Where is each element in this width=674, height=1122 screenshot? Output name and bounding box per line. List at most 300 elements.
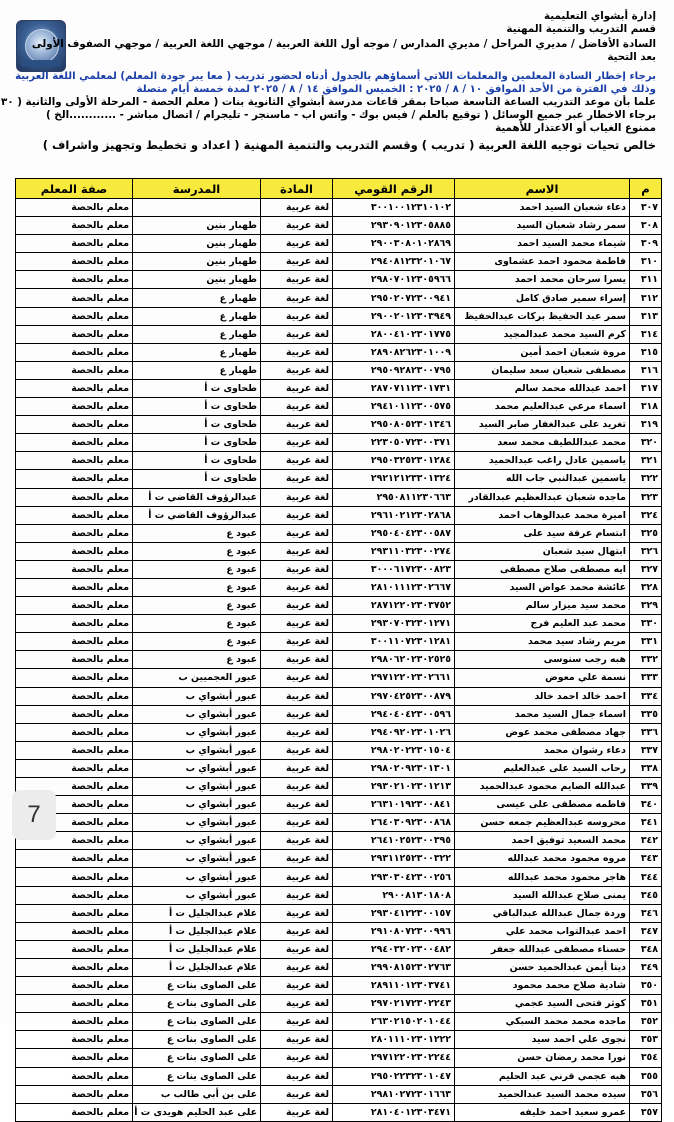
subject-cell: لغة عربية [261, 633, 333, 651]
teacher-role-cell: معلم بالحصة [16, 524, 133, 542]
teacher-role-cell: معلم بالحصة [16, 271, 133, 289]
table-row [16, 217, 662, 235]
teacher-role-cell: معلم بالحصة [16, 578, 133, 596]
greeting: بعد التحية [607, 51, 656, 63]
school-name-cell: عبور أبشواي ب [133, 687, 261, 705]
row-number-cell: ٣٢٨ [630, 578, 662, 596]
table-row [16, 470, 662, 488]
teacher-role-cell: معلم بالحصة [16, 217, 133, 235]
national-id-cell: ٢٩٧٠٢١٧٢٣٠٢٢٤٣ [333, 995, 455, 1013]
teacher-name-cell: محمد عبداللطيف محمد سعد [455, 434, 630, 452]
school-name-cell: عبور أبشواي ب [133, 868, 261, 886]
row-number-cell: ٣٤٦ [630, 904, 662, 922]
teacher-role-cell: معلم بالحصة [16, 868, 133, 886]
teacher-role-cell: معلم بالحصة [16, 343, 133, 361]
teacher-role-cell: معلم بالحصة [16, 615, 133, 633]
teacher-name-cell: تغريد على عبدالغفار صابر السيد [455, 416, 630, 434]
school-name-cell: عبود ع [133, 651, 261, 669]
school-name-cell: طحاوى ت أ [133, 434, 261, 452]
subject-cell: لغة عربية [261, 452, 333, 470]
table-row [16, 886, 662, 904]
col-header-num: م [630, 179, 662, 199]
row-number-cell: ٣٢٣ [630, 488, 662, 506]
teacher-role-cell: معلم بالحصة [16, 741, 133, 759]
teacher-role-cell: معلم بالحصة [16, 307, 133, 325]
teacher-role-cell: معلم بالحصة [16, 1049, 133, 1067]
school-name-cell: على الصاوى بنات ع [133, 995, 261, 1013]
school-name-cell: عبور أبشواي ب [133, 814, 261, 832]
school-name-cell: عبود ع [133, 542, 261, 560]
table-row [16, 199, 662, 217]
row-number-cell: ٣٣١ [630, 633, 662, 651]
teacher-role-cell: معلم بالحصة [16, 253, 133, 271]
national-id-cell: ٢٩٣٠٣٠٤٢٣٠٠٢٥٦ [333, 868, 455, 886]
school-name-cell: على الصاوى بنات ع [133, 977, 261, 995]
subject-cell: لغة عربية [261, 416, 333, 434]
row-number-cell: ٣٣٢ [630, 651, 662, 669]
teacher-role-cell: معلم بالحصة [16, 506, 133, 524]
table-row [16, 1013, 662, 1031]
row-number-cell: ٣٣٧ [630, 741, 662, 759]
row-number-cell: ٣٥٠ [630, 977, 662, 995]
teacher-role-cell: معلم بالحصة [16, 886, 133, 904]
teacher-role-cell: معلم بالحصة [16, 850, 133, 868]
teacher-name-cell: عبدالله الصايم محمود عبدالحميد [455, 778, 630, 796]
teacher-role-cell: معلم بالحصة [16, 542, 133, 560]
teacher-role-cell: معلم بالحصة [16, 705, 133, 723]
national-id-cell: ٢٩٠٠٣٠٨٠١٠٢٨٦٩ [333, 235, 455, 253]
teacher-name-cell: محمد عبد العليم فرج [455, 615, 630, 633]
table-row [16, 850, 662, 868]
teachers-table [15, 178, 662, 1122]
teacher-name-cell: محروسه عبدالعظيم جمعه حسن [455, 814, 630, 832]
teacher-name-cell: جهاد مصطفى محمد عوض [455, 723, 630, 741]
row-number-cell: ٣١٥ [630, 343, 662, 361]
table-body [16, 199, 662, 1122]
table-row [16, 904, 662, 922]
table-row [16, 578, 662, 596]
teacher-role-cell: معلم بالحصة [16, 361, 133, 379]
subject-cell: لغة عربية [261, 578, 333, 596]
national-id-cell: ٢٦٣٠٢١٥٠٢٠١٠٤٤ [333, 1013, 455, 1031]
school-name-cell: عبور أبشواي ب [133, 832, 261, 850]
national-id-cell: ٢٩٧١٢٢٠٢٣٠٢٦٦١ [333, 669, 455, 687]
notice-line-4: برجاء الاخطار عبر جميع الوسائل ( توقيع بالعلم / فيس بوك - واتس اب - ماسنجر - تليجرام / اتصال مباشر - ............الخ ) [46, 109, 656, 121]
row-number-cell: ٣٢٥ [630, 524, 662, 542]
subject-cell: لغة عربية [261, 868, 333, 886]
row-number-cell: ٣١٦ [630, 361, 662, 379]
teacher-role-cell: معلم بالحصة [16, 452, 133, 470]
national-id-cell: ٢٨٧٠٧١١٢٣٠١٧٣١ [333, 379, 455, 397]
school-name-cell: طهبار ع [133, 325, 261, 343]
school-name-cell: عبور أبشواي ب [133, 778, 261, 796]
teacher-role-cell: معلم بالحصة [16, 289, 133, 307]
subject-cell: لغة عربية [261, 687, 333, 705]
table-row [16, 560, 662, 578]
teacher-name-cell: اسماء مرعي عبدالعليم محمد [455, 398, 630, 416]
teacher-name-cell: نسمة علي معوض [455, 669, 630, 687]
national-id-cell: ٢٩٥٠٨١١٢٣٠٦٦٣ [333, 488, 455, 506]
school-name-cell: عبور أبشواي ب [133, 796, 261, 814]
page-number-badge: 7 [12, 790, 56, 840]
col-header-role: صفة المعلم [16, 179, 133, 199]
subject-cell: لغة عربية [261, 759, 333, 777]
teacher-name-cell: هبه رجب سنوسى [455, 651, 630, 669]
subject-cell: لغة عربية [261, 307, 333, 325]
teacher-role-cell: معلم بالحصة [16, 235, 133, 253]
row-number-cell: ٣٥١ [630, 995, 662, 1013]
teacher-name-cell: هاجر محمود محمد عبدالله [455, 868, 630, 886]
teacher-role-cell: معلم بالحصة [16, 470, 133, 488]
teacher-name-cell: سمر رشاد شعبان السيد [455, 217, 630, 235]
school-name-cell: طهبار ع [133, 361, 261, 379]
row-number-cell: ٣١٨ [630, 398, 662, 416]
teacher-name-cell: احمد عبدالتواب محمد علي [455, 922, 630, 940]
row-number-cell: ٣٠٩ [630, 235, 662, 253]
subject-cell: لغة عربية [261, 886, 333, 904]
subject-cell: لغة عربية [261, 235, 333, 253]
table-row [16, 778, 662, 796]
school-name-cell: على عبد الحليم هويدى ت أ [133, 1103, 261, 1121]
table-row [16, 1085, 662, 1103]
teacher-role-cell: معلم بالحصة [16, 922, 133, 940]
row-number-cell: ٣١٩ [630, 416, 662, 434]
subject-cell: لغة عربية [261, 1085, 333, 1103]
row-number-cell: ٣٤٧ [630, 922, 662, 940]
subject-cell: لغة عربية [261, 217, 333, 235]
department-name: قسم التدريب والتنمية المهنية [506, 23, 656, 35]
table-row [16, 416, 662, 434]
school-name-cell: طحاوى ت أ [133, 470, 261, 488]
directorate-name: إدارة أبشواي التعليمية [544, 10, 656, 22]
teacher-role-cell: معلم بالحصة [16, 560, 133, 578]
row-number-cell: ٣١٤ [630, 325, 662, 343]
row-number-cell: ٣٣٤ [630, 687, 662, 705]
subject-cell: لغة عربية [261, 560, 333, 578]
teacher-name-cell: حسناء مصطفى عبدالله جعفر [455, 940, 630, 958]
table-row [16, 922, 662, 940]
table-row [16, 940, 662, 958]
subject-cell: لغة عربية [261, 922, 333, 940]
notice-line-5: ممنوع الغياب أو الاعتذار للأهمية [495, 122, 656, 134]
national-id-cell: ٢٩٥٠٣٢٥٢٣٠١٢٨٤ [333, 452, 455, 470]
table-row [16, 814, 662, 832]
table-row [16, 1103, 662, 1121]
teacher-role-cell: معلم بالحصة [16, 488, 133, 506]
table-row [16, 271, 662, 289]
national-id-cell: ٢٩٣٠٢١٠٢٣٠١٢١٣ [333, 778, 455, 796]
row-number-cell: ٣٥٥ [630, 1067, 662, 1085]
subject-cell: لغة عربية [261, 379, 333, 397]
school-name-cell: طهبار بنين [133, 235, 261, 253]
teacher-name-cell: احمد خالد احمد خالد [455, 687, 630, 705]
school-name-cell: عبود ع [133, 524, 261, 542]
table-row [16, 343, 662, 361]
teacher-name-cell: يمنى صلاح عبدالله السيد [455, 886, 630, 904]
table-row [16, 506, 662, 524]
school-name-cell: عبور أبشواي ب [133, 723, 261, 741]
teacher-name-cell: احمد عبدالله محمد سالم [455, 379, 630, 397]
subject-cell: لغة عربية [261, 434, 333, 452]
teacher-name-cell: محمد سيد ميزار سالم [455, 597, 630, 615]
national-id-cell: ٢٨٠١١١٠٢٣٠١٢٢٢ [333, 1031, 455, 1049]
school-name-cell: على الصاوى بنات ع [133, 1031, 261, 1049]
national-id-cell: ٢٩٥٠٢٠٧٢٣٠٠٩٤١ [333, 289, 455, 307]
school-name-cell: على بن أبي طالب ب [133, 1085, 261, 1103]
subject-cell: لغة عربية [261, 1031, 333, 1049]
row-number-cell: ٣٤٤ [630, 868, 662, 886]
subject-cell: لغة عربية [261, 958, 333, 976]
table-row [16, 1031, 662, 1049]
row-number-cell: ٣١٧ [630, 379, 662, 397]
teacher-role-cell: معلم بالحصة [16, 778, 133, 796]
national-id-cell: ٢٩٠٠٨١٣٠١٨٠٨ [333, 886, 455, 904]
row-number-cell: ٣٣٩ [630, 778, 662, 796]
national-id-cell: ٢٩٠٠٢٠١٢٣٠٣٩٤٩ [333, 307, 455, 325]
subject-cell: لغة عربية [261, 814, 333, 832]
table-row [16, 542, 662, 560]
subject-cell: لغة عربية [261, 977, 333, 995]
subject-cell: لغة عربية [261, 289, 333, 307]
row-number-cell: ٣٢٧ [630, 560, 662, 578]
subject-cell: لغة عربية [261, 832, 333, 850]
row-number-cell: ٣٢٤ [630, 506, 662, 524]
teacher-role-cell: معلم بالحصة [16, 1031, 133, 1049]
row-number-cell: ٣٣٥ [630, 705, 662, 723]
national-id-cell: ٢٩٦١٠٢١٢٣٠٢٨٦٨ [333, 506, 455, 524]
teacher-name-cell: مروه محمود محمد عبدالله [455, 850, 630, 868]
table-row [16, 235, 662, 253]
table-row [16, 687, 662, 705]
teacher-role-cell: معلم بالحصة [16, 669, 133, 687]
teacher-name-cell: مصطفى شعبان سعد سليمان [455, 361, 630, 379]
row-number-cell: ٣٥٢ [630, 1013, 662, 1031]
teacher-name-cell: محمد السعيد توفيق احمد [455, 832, 630, 850]
subject-cell: لغة عربية [261, 271, 333, 289]
table-row [16, 741, 662, 759]
teacher-name-cell: فاطمة محمود احمد عشماوى [455, 253, 630, 271]
table-row [16, 1049, 662, 1067]
subject-cell: لغة عربية [261, 361, 333, 379]
teacher-name-cell: يسرا سرحان محمد احمد [455, 271, 630, 289]
subject-cell: لغة عربية [261, 597, 333, 615]
table-row [16, 615, 662, 633]
national-id-cell: ٣٠٠١١٠٧٢٣٠١٢٨١ [333, 633, 455, 651]
row-number-cell: ٣١١ [630, 271, 662, 289]
teacher-name-cell: عائشة محمد عواض السيد [455, 578, 630, 596]
col-header-name: الاسم [455, 179, 630, 199]
table-row [16, 253, 662, 271]
national-id-cell: ٢٩٣٠٩٠١٢٣٠٥٨٨٥ [333, 217, 455, 235]
teacher-name-cell: مريم رشاد سيد محمد [455, 633, 630, 651]
school-name-cell: طهبار ع [133, 307, 261, 325]
table-row [16, 307, 662, 325]
school-name-cell: علام عبدالجليل ت أ [133, 922, 261, 940]
school-name-cell: على الصاوى بنات ع [133, 1013, 261, 1031]
letter-header [1, 10, 656, 152]
teacher-role-cell: معلم بالحصة [16, 1085, 133, 1103]
subject-cell: لغة عربية [261, 1103, 333, 1121]
row-number-cell: ٣٤٠ [630, 796, 662, 814]
national-id-cell: ٢٨٩٠٨٢٦٢٣٠١٠٠٩ [333, 343, 455, 361]
teacher-name-cell: نورا محمد رمضان حسن [455, 1049, 630, 1067]
teacher-role-cell: معلم بالحصة [16, 995, 133, 1013]
national-id-cell: ٢٨١٠١١١٢٣٠٢٦٦٧ [333, 578, 455, 596]
teacher-role-cell: معلم بالحصة [16, 723, 133, 741]
subject-cell: لغة عربية [261, 796, 333, 814]
school-name-cell: عبور العجميين ب [133, 669, 261, 687]
national-id-cell: ٢٩١٠٨٠٧٢٣٠٠٩٩٦ [333, 922, 455, 940]
row-number-cell: ٣٥٦ [630, 1085, 662, 1103]
row-number-cell: ٣٥٤ [630, 1049, 662, 1067]
subject-cell: لغة عربية [261, 199, 333, 217]
national-id-cell: ٢٩٨١٠٢٧٢٣٠١٦٦٣ [333, 1085, 455, 1103]
teacher-role-cell: معلم بالحصة [16, 597, 133, 615]
school-name-cell: عبود ع [133, 633, 261, 651]
subject-cell: لغة عربية [261, 669, 333, 687]
national-id-cell: ٢٦٤٠٣٠٩٢٣٠٠٨٦٨ [333, 814, 455, 832]
notice-line-1: برجاء إخطار السادة المعلمين والمعلمات اللاتي أسماؤهم بالجدول أدناه لحضور تدريب ( معا يبر جودة المعلم) لمعلمي اللغة العربية [15, 71, 656, 82]
table-row [16, 669, 662, 687]
subject-cell: لغة عربية [261, 940, 333, 958]
teacher-role-cell: معلم بالحصة [16, 379, 133, 397]
teacher-name-cell: ابتهال سيد شعبان [455, 542, 630, 560]
table-row [16, 524, 662, 542]
table-row [16, 361, 662, 379]
national-id-cell: ٢٢٣٠٥٠٧٢٣٠٠٣٧١ [333, 434, 455, 452]
subject-cell: لغة عربية [261, 506, 333, 524]
teacher-name-cell: سيده محمد السيد عبدالحميد [455, 1085, 630, 1103]
teacher-name-cell: فاطمه مصطفى على عيسى [455, 796, 630, 814]
teacher-name-cell: وردة جمال عبدالله عبدالباقي [455, 904, 630, 922]
teacher-name-cell: دعاء رشوان محمد [455, 741, 630, 759]
school-name-cell: عبود ع [133, 578, 261, 596]
school-name-cell: طهبار بنين [133, 271, 261, 289]
col-header-nid: الرقم القومي [333, 179, 455, 199]
subject-cell: لغة عربية [261, 398, 333, 416]
teacher-name-cell: ماجده شعبان عبدالعظيم عبدالقادر [455, 488, 630, 506]
school-name-cell: عبود ع [133, 560, 261, 578]
teacher-name-cell: كوثر فتحى السيد عجمي [455, 995, 630, 1013]
teacher-role-cell: معلم بالحصة [16, 832, 133, 850]
table-row [16, 289, 662, 307]
table-row [16, 434, 662, 452]
row-number-cell: ٣٤٥ [630, 886, 662, 904]
subject-cell: لغة عربية [261, 542, 333, 560]
school-name-cell: طحاوى ت أ [133, 379, 261, 397]
row-number-cell: ٣٢٠ [630, 434, 662, 452]
table-row [16, 958, 662, 976]
teacher-name-cell: نجوى علي احمد سيد [455, 1031, 630, 1049]
national-id-cell: ٢٨٧١٢٢٠٢٣٠٣٧٥٢ [333, 597, 455, 615]
national-id-cell: ٢٩٣١١٠٣٢٣٠٠٢٧٤ [333, 542, 455, 560]
school-name-cell: طهبار بنين [133, 253, 261, 271]
national-id-cell: ٢٩٨٠٧٠١٢٣٠٥٩٦٦ [333, 271, 455, 289]
school-name-cell: عبور أبشواي ب [133, 850, 261, 868]
school-name-cell: طحاوى ت أ [133, 452, 261, 470]
table-row [16, 651, 662, 669]
row-number-cell: ٣٤١ [630, 814, 662, 832]
table-row [16, 379, 662, 397]
table-row [16, 1067, 662, 1085]
teacher-role-cell: معلم بالحصة [16, 759, 133, 777]
school-name-cell: عبور أبشواي ب [133, 741, 261, 759]
national-id-cell: ٢٩٥٠٢٢٣٢٣٠١٠٤٧ [333, 1067, 455, 1085]
subject-cell: لغة عربية [261, 778, 333, 796]
teacher-name-cell: إسراء سمير صادق كامل [455, 289, 630, 307]
table-row [16, 796, 662, 814]
teacher-name-cell: عمرو سعيد احمد خليفه [455, 1103, 630, 1121]
school-name-cell: عبور أبشواي ب [133, 705, 261, 723]
notice-line-2: وذلك في الفترة من الأحد الموافق ١٠ / ٨ / ٢٠٢٥ : الخميس الموافق ١٤ / ٨ / ٢٠٢٥ لمدة خمسة أيام متصلة [136, 84, 656, 95]
subject-cell: لغة عربية [261, 1049, 333, 1067]
national-id-cell: ٢٨١٠٤٠١٢٣٠٣٤٧١ [333, 1103, 455, 1121]
national-id-cell: ٢٩٤٠٣٢٠٢٣٠٠٤٨٢ [333, 940, 455, 958]
table-row [16, 633, 662, 651]
teacher-name-cell: ياسمين عبدالنبي جاب الله [455, 470, 630, 488]
teacher-role-cell: معلم بالحصة [16, 1103, 133, 1121]
teacher-name-cell: شيماء محمد السيد احمد [455, 235, 630, 253]
teacher-role-cell: معلم بالحصة [16, 651, 133, 669]
table-row [16, 977, 662, 995]
school-name-cell: طحاوى ت أ [133, 416, 261, 434]
subject-cell: لغة عربية [261, 995, 333, 1013]
row-number-cell: ٣٢٩ [630, 597, 662, 615]
school-name-cell: طحاوى ت أ [133, 398, 261, 416]
table-row [16, 705, 662, 723]
table-row [16, 868, 662, 886]
teacher-name-cell: دعاء شعبان السيد احمد [455, 199, 630, 217]
teacher-name-cell: ياسمين عادل راغب عبدالحميد [455, 452, 630, 470]
school-name-cell: طهبار بنين [133, 217, 261, 235]
national-id-cell: ٢٩٢١٢١٢٣٣٠١٣٢٤ [333, 470, 455, 488]
national-id-cell: ٢٩٥٠٨٠٥٢٣٠١٣٤٦ [333, 416, 455, 434]
national-id-cell: ٢٩٥٠٩٢٨٢٣٠٠٧٩٥ [333, 361, 455, 379]
subject-cell: لغة عربية [261, 741, 333, 759]
national-id-cell: ٢٦٤١٠٢٥٢٣٠٠٣٩٥ [333, 832, 455, 850]
table-row [16, 398, 662, 416]
national-id-cell: ٢٩٧٠٤٢٥٢٣٠٠٨٧٩ [333, 687, 455, 705]
national-id-cell: ٣٠٠١٠٠١٢٣١٠١٠٢ [333, 199, 455, 217]
teacher-role-cell: معلم بالحصة [16, 199, 133, 217]
closing-regards: خالص تحيات توجيه اللغة العربية ( تدريب ) وقسم التدريب والتنمية المهنية ( اعداد و تخطيط وتجهيز واشراف ) [42, 138, 656, 152]
teacher-role-cell: معلم بالحصة [16, 633, 133, 651]
row-number-cell: ٣٤٢ [630, 832, 662, 850]
school-name-cell: عبدالرؤوف القاضي ت أ [133, 488, 261, 506]
table-row [16, 759, 662, 777]
row-number-cell: ٣٣٠ [630, 615, 662, 633]
teacher-name-cell: شادية صلاح محمد محمود [455, 977, 630, 995]
row-number-cell: ٣٢٦ [630, 542, 662, 560]
teacher-name-cell: رحاب السيد على عبدالعليم [455, 759, 630, 777]
national-id-cell: ٣٠٠٠٦١٧٢٣٠٠٨٢٣ [333, 560, 455, 578]
school-name-cell [133, 199, 261, 217]
national-id-cell: ٢٩٨٠٦٢٠٢٣٠٢٥٢٥ [333, 651, 455, 669]
national-id-cell: ٢٩٤٠٨١٢٣٢٠١٠٦٧ [333, 253, 455, 271]
subject-cell: لغة عربية [261, 1067, 333, 1085]
subject-cell: لغة عربية [261, 723, 333, 741]
row-number-cell: ٣٢١ [630, 452, 662, 470]
subject-cell: لغة عربية [261, 253, 333, 271]
row-number-cell: ٣٣٨ [630, 759, 662, 777]
col-header-school: المدرسة [133, 179, 261, 199]
addressees: السادة الأفاضل / مديري المراحل / مديري المدارس / موجه أول اللغة العربية / موجهي اللغة العربية / موجهي الصفوف الأولى [31, 38, 656, 50]
school-name-cell: علام عبدالجليل ت أ [133, 958, 261, 976]
teacher-role-cell: معلم بالحصة [16, 398, 133, 416]
school-name-cell: طهبار ع [133, 289, 261, 307]
row-number-cell: ٣٢٢ [630, 470, 662, 488]
teacher-role-cell: معلم بالحصة [16, 940, 133, 958]
